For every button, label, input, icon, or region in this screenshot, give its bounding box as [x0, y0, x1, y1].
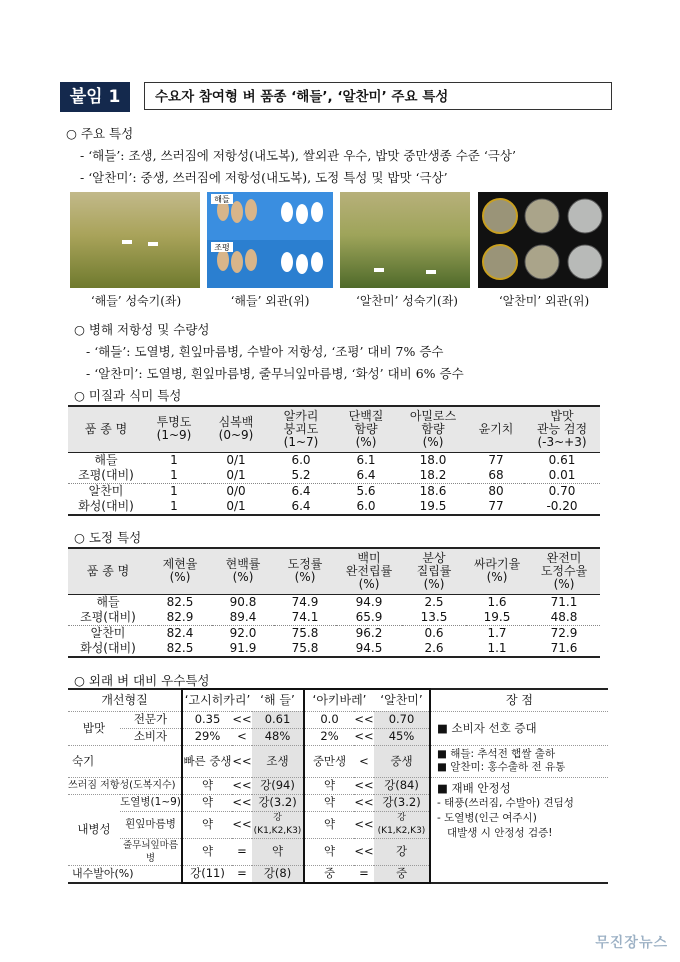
r-blast: 도열병(1~9): [120, 794, 182, 811]
sec1-line1: - ‘해들’: 조생, 쓰러짐에 저항성(내도복), 쌀외관 우수, 밥맛 중만생종 수준 ‘극상’: [80, 148, 516, 163]
header-line: (%): [232, 570, 254, 585]
table-cell: 77: [488, 452, 504, 467]
merit-5: - 태풍(쓰러짐, 수발아) 견딤성: [437, 796, 574, 809]
cell: <<: [354, 795, 374, 809]
header-line: 완전립률: [345, 563, 393, 578]
cell: <<: [232, 745, 252, 777]
table-cell: 2.5: [424, 594, 444, 609]
cell: <<: [232, 795, 252, 809]
cell: 강(94): [252, 777, 304, 794]
merit-1: ■ 소비자 선호 증대: [430, 711, 608, 745]
table-cell: 68: [468, 468, 524, 484]
cell: 빠른 중생: [182, 745, 232, 777]
cell: 0.35: [182, 711, 232, 728]
table-row: [68, 641, 600, 657]
header-line: (%): [553, 576, 575, 591]
table-row: [68, 594, 600, 610]
table-cell: 71.6: [528, 641, 600, 657]
sec2-heading: ○ 병해 저항성 및 수량성: [74, 322, 210, 337]
header-line: 밥맛: [550, 408, 574, 423]
header-line: 함량: [421, 421, 445, 436]
cell: 29%: [182, 728, 232, 745]
table-cell: 해들: [96, 594, 120, 609]
r-blight: 흰잎마름병: [120, 811, 182, 838]
milling-body: [68, 594, 600, 657]
header-line: (%): [358, 576, 380, 591]
column-header: [468, 406, 524, 452]
merit-7: 대발생 시 안정성 검증!: [447, 826, 553, 839]
table-cell: 0/0: [226, 483, 246, 498]
cell: <<: [354, 811, 374, 838]
table-cell: 82.4: [166, 625, 194, 640]
column-header: [528, 548, 600, 594]
r-sprout: 내수발아(%): [68, 865, 182, 883]
header-line: (%): [169, 570, 191, 585]
cell: 강(8): [252, 865, 304, 883]
table-cell: 48.8: [528, 610, 600, 626]
header-line: (1~7): [283, 434, 319, 449]
merit-3: ■ 알찬미: 홍수출하 전 유통: [437, 761, 566, 773]
cell: <<: [354, 729, 374, 743]
header-line: 윤기치: [478, 421, 514, 436]
table-cell: 알찬미: [88, 483, 124, 498]
column-header: [524, 406, 600, 452]
table-cell: 2.6: [402, 641, 466, 657]
table-cell: 조평(대비): [68, 468, 144, 484]
column-header: [334, 406, 398, 452]
header-line: (1~9): [156, 428, 192, 443]
cell: <<: [354, 712, 374, 726]
header-line: 제현율: [162, 557, 198, 572]
quality-header-row: [68, 406, 600, 452]
cell: 0.70: [374, 711, 430, 728]
table-row: [68, 483, 600, 499]
table-cell: 1.6: [487, 594, 507, 609]
milling-header-row: [68, 548, 600, 594]
cell: <: [354, 745, 374, 777]
table-cell: 6.1: [356, 452, 376, 467]
table-row: [68, 452, 600, 468]
table-cell: 알찬미: [90, 625, 126, 640]
table-cell: 0.61: [548, 452, 576, 467]
column-header: [68, 548, 148, 594]
cell: 강(K1,K2,K3): [252, 811, 304, 838]
header-line: 도정수율: [540, 563, 588, 578]
caption-haedeul-field: ‘해들’ 성숙기(좌): [90, 294, 182, 308]
sec1-heading: ○ 주요 특성: [66, 126, 134, 141]
header-line: 백미: [357, 550, 381, 565]
column-header: [204, 406, 268, 452]
r-stripe: 줄무늬잎마름병: [120, 838, 182, 865]
column-header: [68, 406, 144, 452]
header-line: 관능 검정: [536, 421, 588, 436]
table-cell: 1: [170, 452, 178, 467]
table-cell: 0.01: [524, 468, 600, 484]
sec4-heading: ○ 도정 특성: [74, 530, 142, 545]
table-cell: 91.9: [212, 641, 274, 657]
header-line: 완전미: [546, 550, 582, 565]
header-line: 알카리: [283, 408, 319, 423]
sec5-heading: ○ 외래 벼 대비 우수특성: [74, 673, 210, 688]
table-cell: 82.9: [148, 610, 212, 626]
h-trait: 개선형질: [68, 689, 182, 711]
cell: 중: [374, 865, 430, 883]
table-cell: 96.2: [355, 625, 383, 640]
watermark: 무진장뉴스: [595, 935, 668, 951]
haedeul-field-photo: [70, 192, 200, 288]
table-cell: 74.9: [291, 594, 319, 609]
cell: 약: [182, 811, 232, 838]
h-akibare: ‘아키바레’: [304, 689, 374, 711]
header-line: (0~9): [218, 428, 254, 443]
table-cell: 80: [488, 483, 504, 498]
cell: 강: [374, 838, 430, 865]
table-cell: -0.20: [524, 499, 600, 515]
table-cell: 13.5: [402, 610, 466, 626]
r-disease: 내병성: [68, 794, 120, 865]
table-cell: 19.5: [466, 610, 528, 626]
grain-tag-haedeul: 해들: [214, 195, 230, 204]
h-merit: 장 점: [430, 689, 608, 711]
table-cell: 75.8: [274, 641, 336, 657]
table-cell: 90.8: [229, 594, 257, 609]
header-line: 품 종 명: [84, 421, 128, 436]
header-line: 아밀로스: [409, 408, 457, 423]
table-cell: 0/1: [204, 499, 268, 515]
cell: 중만생: [304, 745, 354, 777]
cell: 중: [304, 865, 354, 883]
header-line: (-3~+3): [537, 434, 587, 449]
r-mature: 숙기: [68, 745, 182, 777]
table-cell: 94.9: [355, 594, 383, 609]
column-header: [336, 548, 402, 594]
cell: 약: [304, 777, 354, 794]
table-cell: 0.70: [548, 483, 576, 498]
merit-6: - 도열병(인근 여주시): [437, 811, 537, 824]
table-cell: 0.6: [424, 625, 444, 640]
header-line: 심복백: [218, 415, 254, 430]
cell: <<: [354, 778, 374, 792]
merit-4: ■ 재배 안정성: [437, 780, 511, 795]
header-line: 싸라기율: [473, 557, 521, 572]
cell: 약: [304, 794, 354, 811]
table-cell: 1: [170, 483, 178, 498]
table-row: [68, 499, 600, 515]
table-cell: 82.5: [148, 641, 212, 657]
table-cell: 조평(대비): [68, 610, 148, 626]
header-line: 분상: [422, 550, 446, 565]
cell: <: [232, 728, 252, 745]
header-line: (%): [355, 434, 377, 449]
header-line: 현백률: [225, 557, 261, 572]
caption-haedeul-grain: ‘해들’ 외관(위): [230, 294, 310, 308]
header-line: (%): [486, 570, 508, 585]
header: [60, 82, 612, 112]
table-cell: 72.9: [550, 625, 578, 640]
sec1-line2: - ‘알찬미’: 중생, 쓰러짐에 저항성(내도복), 도정 특성 및 밥맛 ‘극상’: [80, 170, 448, 185]
cell: 강(K1,K2,K3): [374, 811, 430, 838]
table-cell: 1.7: [487, 625, 507, 640]
table-cell: 6.0: [334, 499, 398, 515]
cell: <<: [354, 838, 374, 865]
cell: <<: [232, 712, 252, 726]
table-cell: 5.2: [268, 468, 334, 484]
column-header: [402, 548, 466, 594]
table-cell: 18.6: [419, 483, 447, 498]
column-header: [398, 406, 468, 452]
table-cell: 5.6: [356, 483, 376, 498]
alchanmi-grain-photo: [478, 192, 608, 288]
sec2-line2: - ‘알찬미’: 도열병, 흰잎마름병, 줄무늬잎마름병, ‘화성’ 대비 6% 증수: [86, 366, 464, 381]
alchanmi-field-photo: [340, 192, 470, 288]
table-cell: 0/1: [226, 452, 246, 467]
cell: 45%: [374, 728, 430, 745]
cell: =: [232, 838, 252, 865]
header-line: 투명도: [156, 415, 192, 430]
cell: 48%: [252, 728, 304, 745]
caption-alchanmi-field: ‘알찬미’ 성숙기(좌): [356, 294, 458, 308]
cell: 약: [182, 794, 232, 811]
h-koshihikari: ‘고시히카리’: [182, 689, 252, 711]
cell: 2%: [304, 728, 354, 745]
table-cell: 화성(대비): [68, 641, 148, 657]
r-taste: 밥맛: [68, 711, 120, 745]
cell: 0.61: [252, 711, 304, 728]
h-alchanmi: ‘알찬미’: [374, 689, 430, 711]
table-row: [68, 468, 600, 484]
caption-alchanmi-grain: ‘알찬미’ 외관(위): [498, 294, 590, 308]
table-cell: 18.0: [419, 452, 447, 467]
r-consumer: 소비자: [120, 728, 182, 745]
column-header: [274, 548, 336, 594]
r-expert: 전문가: [120, 711, 182, 728]
table-cell: 74.1: [274, 610, 336, 626]
table-cell: 71.1: [550, 594, 578, 609]
h-haedeul: ‘해 들’: [252, 689, 304, 711]
foreign-comparison-table: [68, 688, 608, 884]
header-line: 함량: [354, 421, 378, 436]
header-line: (%): [422, 434, 444, 449]
cell: 약: [304, 811, 354, 838]
cell: 강(84): [374, 777, 430, 794]
table-cell: 6.4: [334, 468, 398, 484]
cell: 강(3.2): [252, 794, 304, 811]
cell: 중생: [374, 745, 430, 777]
cell: 강(3.2): [374, 794, 430, 811]
r-lodging: 쓰러짐 저항성(도복지수): [68, 777, 182, 794]
table-cell: 94.5: [336, 641, 402, 657]
header-line: (%): [423, 576, 445, 591]
table-cell: 89.4: [212, 610, 274, 626]
cell: 조생: [252, 745, 304, 777]
header-line: 붕괴도: [283, 421, 319, 436]
cell: <<: [232, 778, 252, 792]
column-header: [268, 406, 334, 452]
table-cell: 18.2: [398, 468, 468, 484]
table-cell: 6.4: [291, 483, 311, 498]
page-title: 수요자 참여형 벼 품종 ‘해들’, ‘알찬미’ 주요 특성: [144, 82, 612, 110]
cell: 0.0: [304, 711, 354, 728]
table-cell: 1.1: [466, 641, 528, 657]
table-cell: 6.4: [268, 499, 334, 515]
header-line: 단백질: [348, 408, 384, 423]
header-line: 품 종 명: [86, 563, 130, 578]
cell: 약: [182, 838, 232, 865]
cell: =: [232, 865, 252, 883]
merit-2: ■ 해들: 추석전 햅쌀 출하: [437, 748, 556, 760]
table-cell: 92.0: [229, 625, 257, 640]
column-header: [148, 548, 212, 594]
attachment-badge: 붙임 1: [60, 82, 130, 112]
table-cell: 1: [144, 468, 204, 484]
quality-table: [68, 405, 600, 516]
cell: 약: [304, 838, 354, 865]
table-cell: 1: [144, 499, 204, 515]
table-cell: 19.5: [398, 499, 468, 515]
haedeul-grain-photo: [207, 192, 333, 288]
table-cell: 0/1: [204, 468, 268, 484]
table-cell: 82.5: [166, 594, 194, 609]
sec2-line1: - ‘해들’: 도열병, 흰잎마름병, 수발아 저항성, ‘조평’ 대비 7% 증수: [86, 344, 444, 359]
column-header: [466, 548, 528, 594]
quality-body: [68, 452, 600, 515]
table-cell: 해들: [94, 452, 118, 467]
table-row: [68, 610, 600, 626]
cell: 강(11): [182, 865, 232, 883]
table-cell: 75.8: [291, 625, 319, 640]
cell: <<: [232, 811, 252, 838]
table-row: [68, 625, 600, 641]
sec3-heading: ○ 미질과 식미 특성: [74, 388, 182, 403]
header-line: 도정률: [287, 557, 323, 572]
milling-table: [68, 547, 600, 658]
table-cell: 6.0: [291, 452, 311, 467]
grain-tag-jopyeong: 조평: [214, 243, 230, 252]
column-header: [212, 548, 274, 594]
cell: =: [354, 865, 374, 883]
cell: 약: [252, 838, 304, 865]
column-header: [144, 406, 204, 452]
header-line: 질립률: [416, 563, 452, 578]
table-cell: 65.9: [336, 610, 402, 626]
table-cell: 화성(대비): [68, 499, 144, 515]
table-cell: 77: [468, 499, 524, 515]
cell: 약: [182, 777, 232, 794]
header-line: (%): [294, 570, 316, 585]
